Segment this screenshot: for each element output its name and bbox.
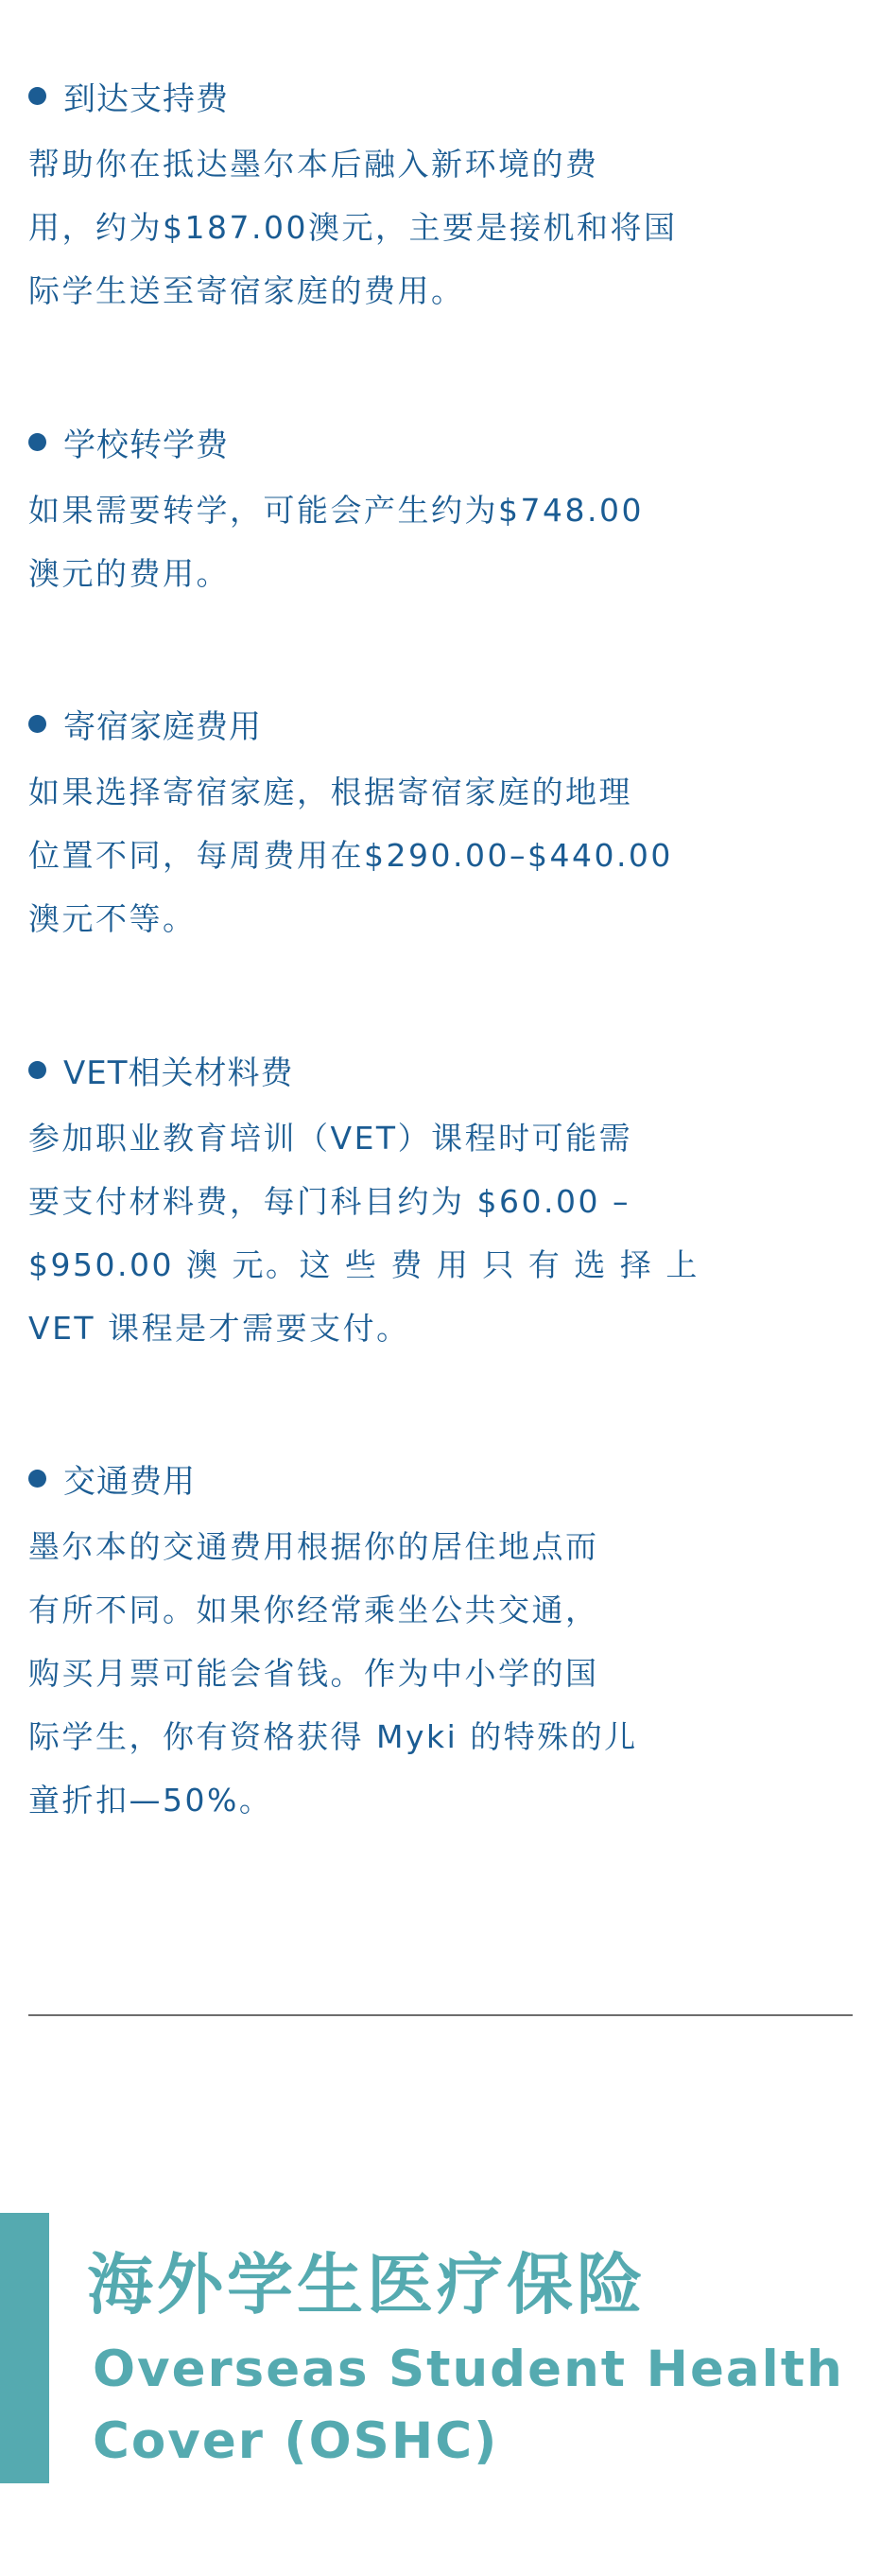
bullet-icon [28, 87, 46, 105]
body-line: 童折扣—50%。 [28, 1782, 273, 1819]
body-line: 有所不同。如果你经常乘坐公共交通， [28, 1592, 599, 1628]
section-heading-label: 交通费用 [63, 1462, 196, 1501]
body-line: 要支付材料费，每门科目约为 $60.00 – [28, 1183, 631, 1220]
body-line: 位置不同，每周费用在$290.00–$440.00 [28, 837, 673, 874]
section-heading [28, 702, 673, 745]
section-heading [28, 74, 677, 117]
body-line: 墨尔本的交通费用根据你的居住地点而 [28, 1528, 599, 1565]
body-line: 际学生，你有资格获得 Myki 的特殊的儿 [28, 1718, 638, 1755]
fee-section-homestay [28, 702, 673, 950]
section-body [28, 1515, 638, 1832]
fee-section-transport [28, 1456, 638, 1832]
fee-section-vet-materials [28, 1048, 700, 1360]
section-heading-label: 学校转学费 [63, 426, 229, 464]
body-line: $950.00 澳 元。这 些 费 用 只 有 选 择 上 [28, 1246, 700, 1283]
body-line: VET 课程是才需要支付。 [28, 1310, 410, 1347]
bullet-icon [28, 1470, 46, 1488]
bullet-icon [28, 715, 46, 733]
body-line: 用，约为$187.00澳元，主要是接机和将国 [28, 209, 678, 246]
section-heading [28, 1048, 700, 1091]
section-body [28, 479, 644, 605]
oshc-title-english-line: Overseas Student Health [93, 2341, 844, 2398]
oshc-title-english [93, 2334, 844, 2478]
oshc-header [0, 2213, 881, 2487]
section-heading [28, 420, 644, 463]
section-body [28, 760, 673, 950]
section-body [28, 1106, 700, 1360]
fee-section-school-transfer [28, 420, 644, 605]
section-heading-label: 到达支持费 [63, 79, 229, 118]
body-line: 澳元不等。 [28, 900, 197, 937]
body-line: 购买月票可能会省钱。作为中小学的国 [28, 1655, 599, 1692]
section-body [28, 132, 677, 322]
body-line: 帮助你在抵达墨尔本后融入新环境的费 [28, 146, 599, 183]
body-line: 如果选择寄宿家庭，根据寄宿家庭的地理 [28, 774, 632, 810]
fee-section-arrival-support [28, 74, 677, 322]
body-line: 参加职业教育培训（VET）课程时可能需 [28, 1120, 633, 1157]
body-line: 如果需要转学，可能会产生约为$748.00 [28, 492, 644, 529]
bullet-icon [28, 433, 46, 451]
bullet-icon [28, 1061, 46, 1079]
section-heading [28, 1456, 638, 1500]
oshc-title-chinese: 海外学生医疗保险 [87, 2246, 647, 2324]
accent-bar [0, 2213, 49, 2483]
oshc-title-english-line: Cover (OSHC) [93, 2412, 499, 2470]
body-line: 际学生送至寄宿家庭的费用。 [28, 272, 465, 309]
body-line: 澳元的费用。 [28, 555, 230, 592]
section-heading-label: 寄宿家庭费用 [63, 707, 262, 746]
section-divider [28, 2014, 853, 2016]
section-heading-label: VET相关材料费 [63, 1053, 294, 1092]
